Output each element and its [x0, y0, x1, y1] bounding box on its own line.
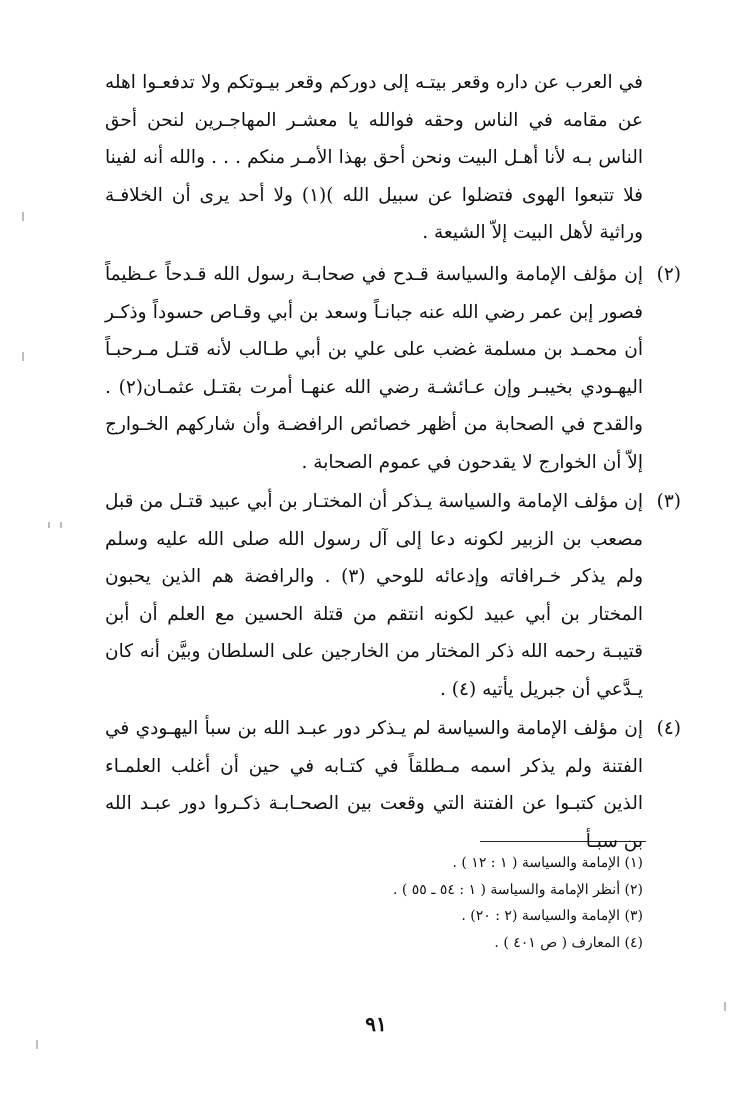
page-number: ٩١: [365, 1012, 387, 1036]
item-text: إن مؤلف الإمامة والسياسة لم يـذكر دور عبـد الله بن سبأ اليهـودي في الفتنة ولم يذكر اسمه مـطلقاً في كتـابه في حين أن أغلب العلمـاء الذين كتبـوا عن الفتنة التي وقعت بين الصحـابـة ذكـروا دور عبـد الله بن سبـأ: [105, 718, 643, 852]
footnote: (٣) الإمامة والسياسة (٢ : ٢٠) .: [461, 908, 643, 924]
intro-paragraph: [105, 64, 643, 252]
footnote: (١) الإمامة والسياسة ( ١ : ١٢ ) .: [452, 855, 643, 871]
intro-text: في العرب عن داره وقعر بيتـه إلى دوركم وقعر بيـوتكم ولا تدفعـوا اهله عن مقامه في الناس وحقه فوالله يا معشـر المهاجـرين لنحن أحق الناس بـه لأنا أهـل البيت ونحن أحق بهذا الأمـر منكم . . . والله أنه لفينا فلا تتبعوا الهوى فتضلوا عن سبيل الله )(١) ولا أحد يرى أن الخلافـة وراثية لأهل البيت إلاّ الشيعة .: [105, 72, 643, 243]
scan-speck: [22, 352, 24, 361]
scan-speck: [724, 1002, 726, 1011]
footnote: (٤) المعارف ( ص ٤٠١ ) .: [494, 934, 643, 951]
list-item: [105, 483, 681, 708]
scan-speck: [36, 1040, 38, 1049]
list-item: [105, 710, 681, 860]
scan-speck: [22, 212, 24, 221]
item-number: (٢): [656, 264, 681, 285]
scan-speck: [48, 522, 50, 528]
item-number: (٣): [656, 491, 681, 512]
item-number: (٤): [656, 718, 681, 739]
item-text: إن مؤلف الإمامة والسياسة قـدح في صحابـة رسول الله قـدحاً عـظيماً فصور إبن عمر رضي الله عنه جبانـاً وسعد بن أبي وقـاص حسوداً وذكـر أن محمـد بن مسلمة غضب على علي بن أبي طـالب لأنه قتـل مـرحبـاً اليهـودي بخيبـر وإن عـائشـة رضي الله عنهـا أمرت بقتـل عثمـان(٢) . والقدح في الصحابة من أظهر خصائص الرافضـة وأن شاركهم الخـوارج إلاّ أن الخوارج لا يقدحون في عموم الصحابة .: [105, 264, 643, 473]
footnotes: [105, 850, 643, 956]
footnote: (٢) أنظر الإمامة والسياسة ( ١ : ٥٤ ـ ٥٥ ) .: [392, 881, 643, 898]
list-item: [105, 256, 681, 481]
scan-speck: [60, 522, 62, 528]
footnote-divider: [480, 841, 646, 842]
item-text: إن مؤلف الإمامة والسياسة يـذكر أن المختـار بن أبي عبيد قتـل من قبل مصعب بن الزبير لكونه دعا إلى آل رسول الله صلى الله عليه وسلم ولم يذكر خـرافاته وإدعائه للوحي (٣) . والرافضة هم الذين يحبون المختار بن أبي عبيد لكونه انتقم من قتلة الحسين مع العلم أن أبن قتيبـة رحمه الله ذكر المختار من الخارجين على السلطان وبيَّن أنه كان يـدَّعي أن جبريل يأتيه (٤) .: [105, 491, 644, 700]
